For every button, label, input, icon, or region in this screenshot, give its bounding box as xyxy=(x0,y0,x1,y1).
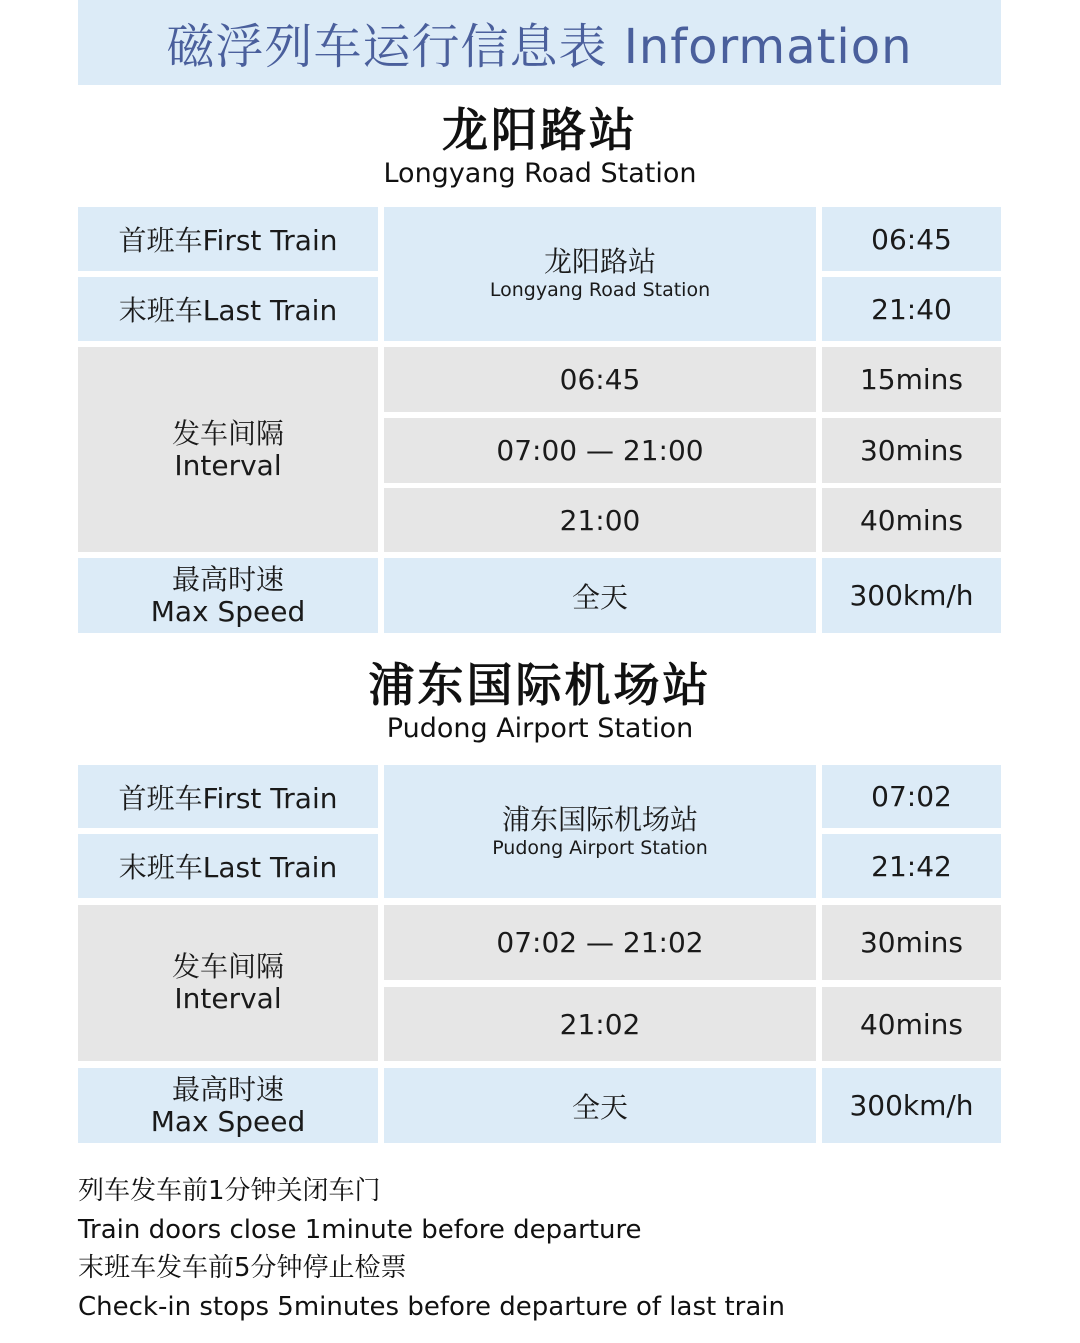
max-speed-label-cn: 最高时速 xyxy=(171,562,284,596)
interval-label-en: Interval xyxy=(174,448,282,482)
station-name-en: Longyang Road Station xyxy=(383,158,697,189)
last-train-label: 末班车Last Train xyxy=(78,834,378,898)
interval-value: 30mins xyxy=(822,905,1001,980)
first-train-label: 首班车First Train xyxy=(78,207,378,271)
station-cell-cn: 浦东国际机场站 xyxy=(501,802,698,836)
interval-period: 07:02 — 21:02 xyxy=(384,905,816,980)
station-cell xyxy=(384,765,816,898)
max-speed-label xyxy=(78,1068,378,1143)
station-cell-en: Longyang Road Station xyxy=(489,279,711,301)
interval-value: 30mins xyxy=(822,418,1001,483)
station-heading xyxy=(0,658,1080,746)
notes xyxy=(78,1172,998,1326)
interval-label xyxy=(78,905,378,1061)
max-speed-label-en: Max Speed xyxy=(150,1104,306,1138)
max-speed-label-cn: 最高时速 xyxy=(171,1072,284,1106)
station-cell-cn: 龙阳路站 xyxy=(543,245,656,278)
page-title xyxy=(78,0,1001,85)
station-name-en: Pudong Airport Station xyxy=(386,713,694,744)
note-line: 末班车发车前5分钟停止检票 xyxy=(78,1253,407,1283)
page-title-text: 磁浮列车运行信息表 Information xyxy=(166,19,913,75)
note-line: 列车发车前1分钟关闭车门 xyxy=(78,1176,381,1206)
first-train-label: 首班车First Train xyxy=(78,765,378,828)
station-heading xyxy=(0,103,1080,191)
max-speed-value: 300km/h xyxy=(822,558,1001,633)
max-speed-label-en: Max Speed xyxy=(150,594,306,628)
interval-period: 06:45 xyxy=(384,347,816,412)
max-speed-period: 全天 xyxy=(384,1068,816,1143)
interval-value: 40mins xyxy=(822,488,1001,552)
station-cell-en: Pudong Airport Station xyxy=(492,836,708,859)
note-line: Check-in stops 5minutes before departure of last train xyxy=(78,1291,785,1322)
note-line: Train doors close 1minute before departure xyxy=(78,1214,642,1245)
station-name-cn: 龙阳路站 xyxy=(442,103,638,157)
interval-label xyxy=(78,347,378,552)
interval-value: 15mins xyxy=(822,347,1001,412)
last-train-label: 末班车Last Train xyxy=(78,277,378,341)
station-name-cn: 浦东国际机场站 xyxy=(368,658,712,712)
interval-period: 21:02 xyxy=(384,987,816,1061)
last-train-time: 21:40 xyxy=(822,277,1001,341)
interval-period: 21:00 xyxy=(384,488,816,552)
interval-label-cn: 发车间隔 xyxy=(171,950,284,983)
first-train-time: 06:45 xyxy=(822,207,1001,271)
max-speed-period: 全天 xyxy=(384,558,816,633)
interval-label-en: Interval xyxy=(174,982,282,1015)
first-train-time: 07:02 xyxy=(822,765,1001,828)
last-train-time: 21:42 xyxy=(822,834,1001,898)
max-speed-value: 300km/h xyxy=(822,1068,1001,1143)
interval-label-cn: 发车间隔 xyxy=(171,416,284,450)
max-speed-label xyxy=(78,558,378,633)
interval-period: 07:00 — 21:00 xyxy=(384,418,816,483)
interval-value: 40mins xyxy=(822,987,1001,1061)
station-cell xyxy=(384,207,816,341)
